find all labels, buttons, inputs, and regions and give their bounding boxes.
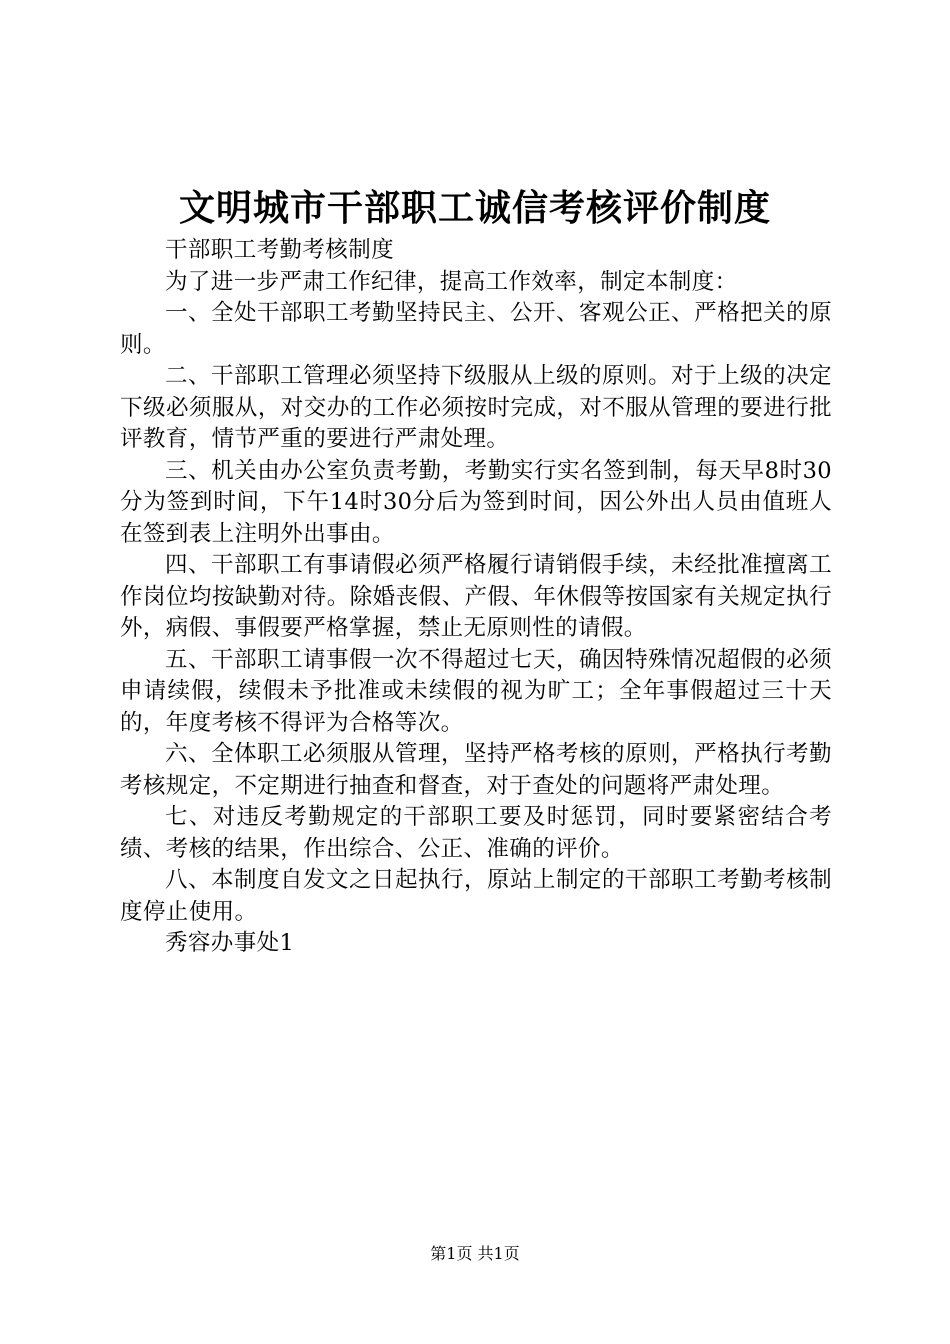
paragraph-article-5: 五、干部职工请事假一次不得超过七天，确因特殊情况超假的必须申请续假，续假未予批准或未续假的视为旷工；全年事假超过三十天的，年度考核不得评为合格等次。: [120, 646, 832, 736]
paragraph-intro: 为了进一步严肃工作纪律，提高工作效率，制定本制度：: [165, 268, 738, 295]
document-body: [120, 235, 832, 960]
paragraph-article-2: 二、干部职工管理必须坚持下级服从上级的原则。对于上级的决定下级必须服从，对交办的工作必须按时完成，对不服从管理的要进行批评教育，情节严重的要进行严肃处理。: [120, 363, 832, 452]
paragraph-article-7: 七、对违反考勤规定的干部职工要及时惩罚，同时要紧密结合考绩、考核的结果，作出综合、公正、准确的评价。: [120, 804, 832, 862]
page-number: 第1页 共1页: [430, 1244, 520, 1263]
signature-line: 秀容办事处1: [165, 930, 295, 956]
section-heading: 干部职工考勤考核制度: [165, 237, 395, 263]
page-title: 文明城市干部职工诚信考核评价制度: [178, 187, 771, 229]
paragraph-article-4: 四、干部职工有事请假必须严格履行请销假手续，未经批准擅离工作岗位均按缺勤对待。除婚丧假、产假、年休假等按国家有关规定执行外，病假、事假要严格掌握，禁止无原则性的请假。: [120, 552, 832, 641]
paragraph-article-3: 三、机关由办公室负责考勤，考勤实行实名签到制，每天早8时30分为签到时间，下午14时30分后为签到时间，因公外出人员由值班人在签到表上注明外出事由。: [120, 457, 832, 547]
paragraph-article-8: 八、本制度自发文之日起执行，原站上制定的干部职工考勤考核制度停止使用。: [120, 867, 832, 925]
paragraph-article-1: 一、全处干部职工考勤坚持民主、公开、客观公正、严格把关的原则。: [120, 300, 832, 358]
paragraph-article-6: 六、全体职工必须服从管理，坚持严格考核的原则，严格执行考勤考核规定，不定期进行抽查和督查，对于查处的问题将严肃处理。: [120, 741, 832, 799]
